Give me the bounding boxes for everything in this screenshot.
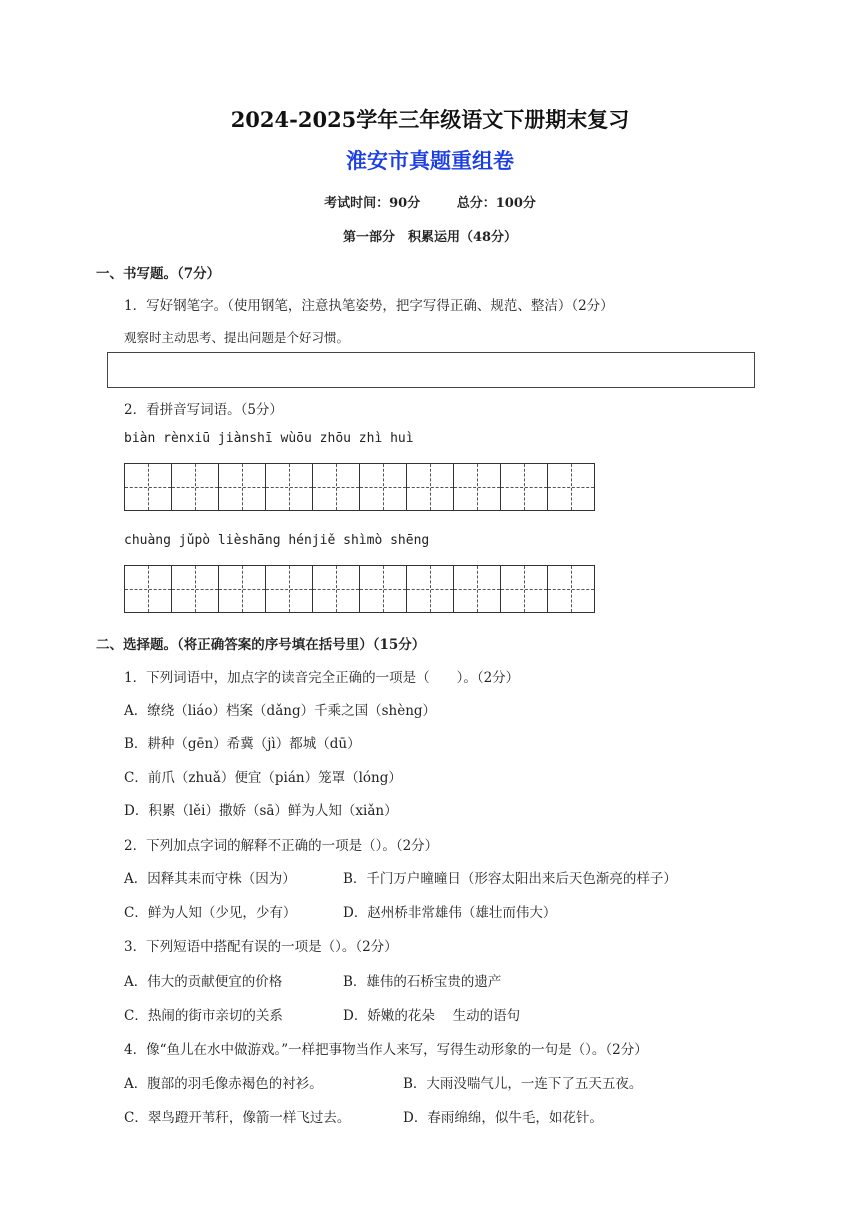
- option-2-2-a: A．因释其耒而守株（因为）: [124, 871, 296, 887]
- option-2-4-b: B．大雨没喘气儿，一连下了五天五夜。: [403, 1076, 643, 1092]
- grid-cell[interactable]: [312, 463, 360, 511]
- option-2-4-d: D．春雨绵绵，似牛毛，如花针。: [403, 1110, 603, 1126]
- page-title: 2024-2025学年三年级语文下册期末复习: [230, 107, 630, 132]
- grid-cell[interactable]: [124, 463, 172, 511]
- grid-cell[interactable]: [500, 463, 548, 511]
- exam-time: 考试时间：90分: [324, 196, 421, 211]
- section-heading-choice: 二、选择题。（将正确答案的序号填在括号里）（15分）: [96, 637, 426, 653]
- grid-cell[interactable]: [500, 565, 548, 613]
- option-2-1-a: A．缭绕（liáo）档案（dǎng）千乘之国（shèng）: [124, 703, 437, 719]
- option-2-3-b: B．雄伟的石桥宝贵的遗产: [343, 974, 502, 990]
- grid-cell[interactable]: [312, 565, 360, 613]
- grid-cell[interactable]: [124, 565, 172, 613]
- pinyin-row-2: chuàng jǔpò lièshāng hénjiě shìmò shēng: [124, 533, 430, 548]
- option-2-2-c: C．鲜为人知（少见，少有）: [124, 905, 297, 921]
- grid-cell[interactable]: [171, 463, 219, 511]
- grid-cell[interactable]: [218, 565, 266, 613]
- grid-cell[interactable]: [406, 565, 454, 613]
- exam-total: 总分：100分: [456, 196, 536, 211]
- option-2-4-c: C．翠鸟蹬开苇秆，像箭一样飞过去。: [124, 1110, 351, 1126]
- grid-cell[interactable]: [265, 463, 313, 511]
- question-2-2: 2．下列加点字词的解释不正确的一项是（）。（2分）: [124, 838, 439, 854]
- question-2-4: 4．像“鱼儿在水中做游戏。”一样把事物当作人来写，写得生动形象的一句是（）。（2分）: [124, 1042, 648, 1058]
- option-2-1-b: B．耕种（gēn）希冀（jì）都城（dū）: [124, 736, 361, 752]
- writing-grid-1[interactable]: [124, 463, 595, 511]
- option-2-2-b: B．千门万户曈曈日（形容太阳出来后天色渐亮的样子）: [343, 871, 677, 887]
- option-2-4-a: A．腹部的羽毛像赤褐色的衬衫。: [124, 1076, 323, 1092]
- question-1-2: 2．看拼音写词语。（5分）: [124, 402, 283, 418]
- question-2-1: 1．下列词语中，加点字的读音完全正确的一项是（ ）。（2分）: [124, 670, 520, 686]
- grid-cell[interactable]: [218, 463, 266, 511]
- question-1-1: 1．写好钢笔字。（使用钢笔，注意执笔姿势，把字写得正确、规范、整洁）（2分）: [124, 298, 614, 314]
- question-2-3: 3．下列短语中搭配有误的一项是（）。（2分）: [124, 939, 398, 955]
- writing-box[interactable]: [107, 352, 755, 388]
- grid-cell[interactable]: [171, 565, 219, 613]
- page-subtitle: 淮安市真题重组卷: [346, 149, 514, 173]
- grid-cell[interactable]: [453, 565, 501, 613]
- grid-cell[interactable]: [359, 463, 407, 511]
- grid-cell[interactable]: [547, 565, 595, 613]
- option-2-3-a: A．伟大的贡献便宜的价格: [124, 974, 283, 990]
- grid-cell[interactable]: [453, 463, 501, 511]
- pinyin-row-1: biàn rènxiū jiànshī wùōu zhōu zhì huì: [124, 431, 414, 446]
- part-heading: 第一部分 积累运用（48分）: [342, 230, 518, 245]
- grid-cell[interactable]: [359, 565, 407, 613]
- option-2-1-d: D．积累（lěi）撒娇（sā）鲜为人知（xiǎn）: [124, 803, 398, 819]
- exam-meta: [0, 192, 860, 211]
- option-2-3-c: C．热闹的街市亲切的关系: [124, 1008, 283, 1024]
- grid-cell[interactable]: [265, 565, 313, 613]
- option-2-3-d: D．娇嫩的花朵 生动的语句: [343, 1008, 521, 1024]
- option-2-1-c: C．前爪（zhuǎ）便宜（pián）笼罩（lóng）: [124, 770, 402, 786]
- option-2-2-d: D．赵州桥非常雄伟（雄壮而伟大）: [343, 905, 557, 921]
- grid-cell[interactable]: [547, 463, 595, 511]
- grid-cell[interactable]: [406, 463, 454, 511]
- copy-text: 观察时主动思考、提出问题是个好习惯。: [124, 330, 350, 345]
- section-heading-writing: 一、书写题。（7分）: [96, 266, 221, 282]
- writing-grid-2[interactable]: [124, 565, 595, 613]
